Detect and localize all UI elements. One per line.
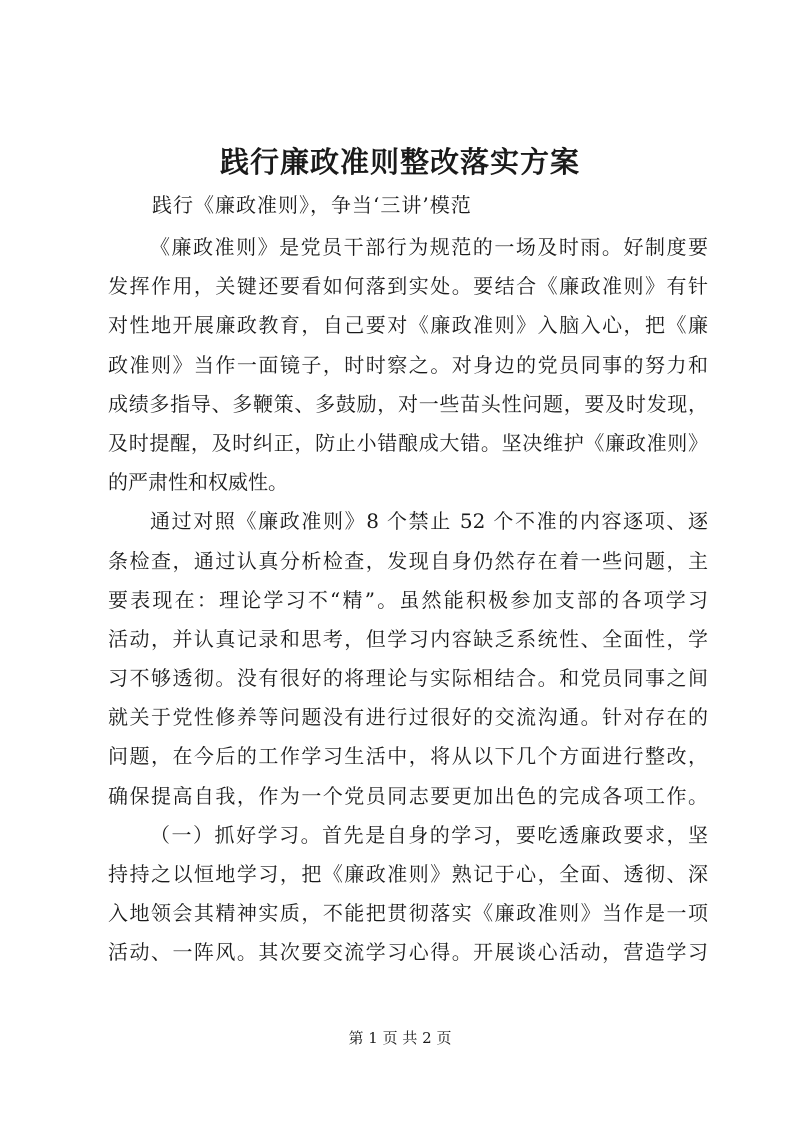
paragraph-line: 通过对照《廉政准则》8 个禁止 52 个不准的内容逐项、逐 <box>150 509 708 534</box>
paragraph-line: 习不够透彻。没有很好的将理论与实际相结合。和党员同事之间 <box>108 666 708 691</box>
paragraph-line: 条检查，通过认真分析检查，发现自身仍然存在着一些问题，主 <box>108 548 708 573</box>
paragraph-line: 的严肃性和权威性。 <box>108 470 288 495</box>
paragraph-line: 持持之以恒地学习，把《廉政准则》熟记于心，全面、透彻、深 <box>108 862 708 886</box>
page-footer: 第 1 页 共 2 页 <box>348 1029 452 1047</box>
paragraph-line: 问题，在今后的工作学习生活中，将从以下几个方面进行整改， <box>108 744 708 769</box>
paragraph-line: 要表现在：理论学习不“精”。虽然能积极参加支部的各项学习 <box>108 587 708 612</box>
paragraph-line: 确保提高自我，作为一个党员同志要更加出色的完成各项工作。 <box>108 783 708 808</box>
paragraph-3 <box>108 816 708 973</box>
paragraph-line: 《廉政准则》是党员干部行为规范的一场及时雨。好制度要 <box>150 235 708 259</box>
paragraph-line: 发挥作用，关键还要看如何落到实处。要结合《廉政准则》有针 <box>108 274 708 299</box>
paragraph-line: 政准则》当作一面镜子，时时察之。对身边的党员同事的努力和 <box>108 352 708 377</box>
paragraph-line: （一）抓好学习。首先是自身的学习，要吃透廉政要求，坚 <box>150 822 708 847</box>
document-title: 践行廉政准则整改落实方案 <box>219 145 580 179</box>
paragraph-line: 入地领会其精神实质，不能把贯彻落实《廉政准则》当作是一项 <box>108 901 708 926</box>
paragraph-line: 就关于党性修养等问题没有进行过很好的交流沟通。针对存在的 <box>108 705 708 730</box>
paragraph-line: 活动、一阵风。其次要交流学习心得。开展谈心活动，营造学习 <box>108 940 708 965</box>
paragraph-line: 活动，并认真记录和思考，但学习内容缺乏系统性、全面性，学 <box>108 626 708 651</box>
paragraph-line: 成绩多指导、多鞭策、多鼓励，对一些苗头性问题，要及时发现， <box>108 391 708 416</box>
paragraph-1 <box>108 228 708 502</box>
document-subtitle: 践行《廉政准则》，争当‘三讲’模范 <box>152 193 472 217</box>
paragraph-line: 及时提醒，及时纠正，防止小错酿成大错。坚决维护《廉政准则》 <box>108 430 708 455</box>
paragraph-2 <box>108 502 708 816</box>
paragraph-line: 对性地开展廉政教育，自己要对《廉政准则》入脑入心，把《廉 <box>108 313 708 338</box>
document-body <box>108 228 708 973</box>
